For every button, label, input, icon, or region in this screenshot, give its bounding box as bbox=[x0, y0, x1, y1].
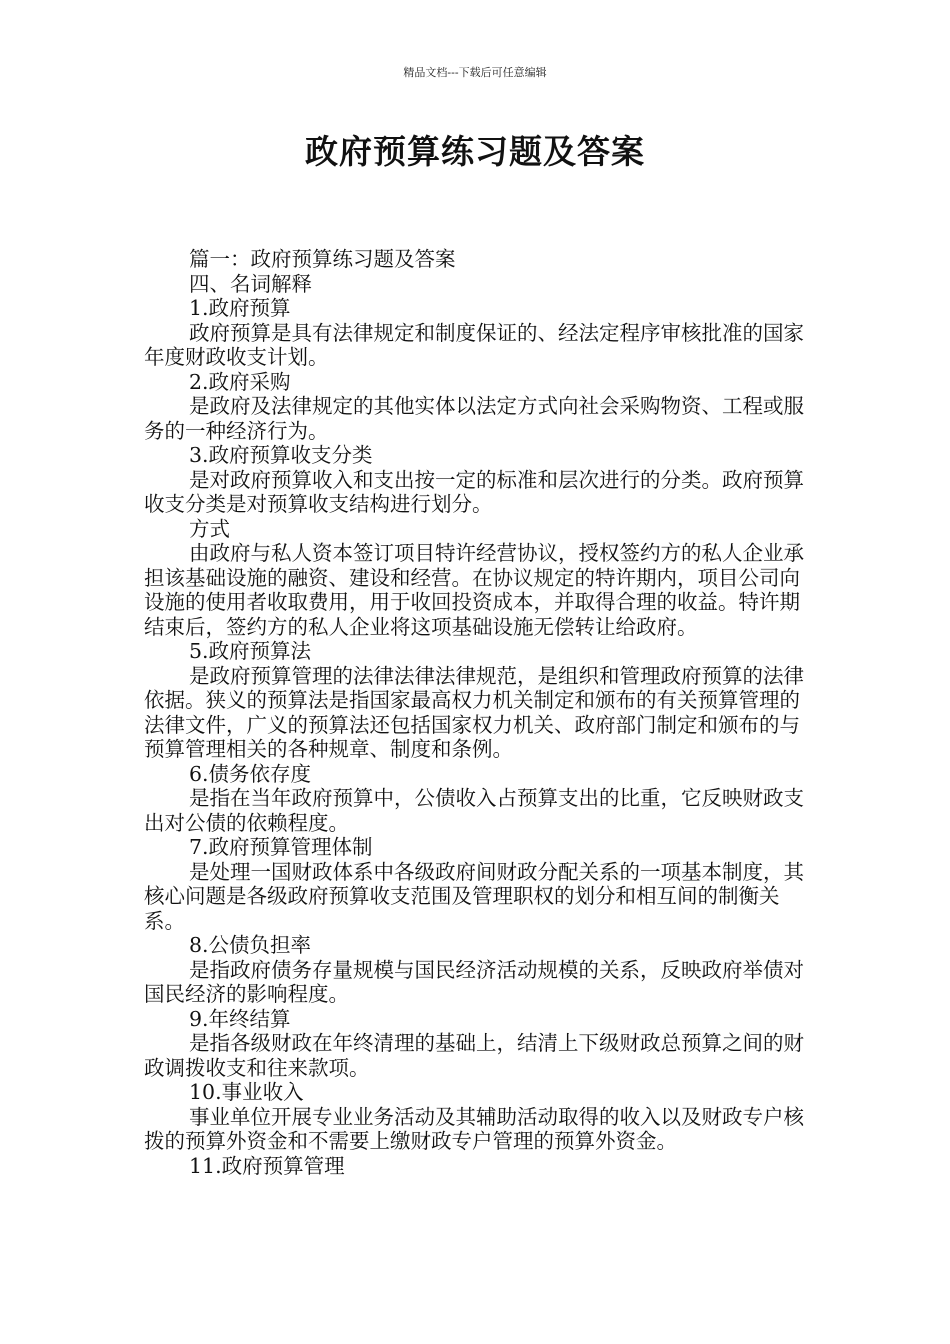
term-definition: 是政府及法律规定的其他实体以法定方式向社会采购物资、工程或服务的一种经济行为。 bbox=[144, 394, 804, 443]
term-title: 10.事业收入 bbox=[189, 1080, 304, 1104]
term-definition: 是政府预算管理的法律法律法律规范，是组织和管理政府预算的法律依据。狭义的预算法是指国家最高权力机关制定和颁布的有关预算管理的法律文件，广义的预算法还包括国家权力机关、政府部门制定和颁布的与预算管理相关的各种规章、制度和条例。 bbox=[144, 663, 804, 761]
page-header: 精品文档---下载后可任意编辑 bbox=[403, 66, 547, 79]
term-definition: 是对政府预算收入和支出按一定的标准和层次进行的分类。政府预算收支分类是对预算收支结构进行划分。 bbox=[144, 467, 804, 516]
term-definition: 是处理一国财政体系中各级政府间财政分配关系的一项基本制度，其核心问题是各级政府预算收支范围及管理职权的划分和相互间的制衡关系。 bbox=[144, 859, 804, 933]
term-definition: 政府预算是具有法律规定和制度保证的、经法定程序审核批准的国家年度财政收支计划。 bbox=[144, 320, 804, 369]
document-title: 政府预算练习题及答案 bbox=[305, 132, 645, 171]
section-heading: 篇一：政府预算练习题及答案 bbox=[189, 247, 456, 271]
term-title: 5.政府预算法 bbox=[189, 639, 312, 663]
term-definition: 是指在当年政府预算中，公债收入占预算支出的比重，它反映财政支出对公债的依赖程度。 bbox=[144, 786, 804, 835]
term-title: 7.政府预算管理体制 bbox=[189, 835, 373, 859]
term-title: 2.政府采购 bbox=[189, 369, 291, 394]
term-title: 9.年终结算 bbox=[189, 1006, 291, 1031]
term-title: 3.政府预算收支分类 bbox=[189, 443, 373, 467]
term-definition: 事业单位开展专业业务活动及其辅助活动取得的收入以及财政专户核拨的预算外资金和不需要上缴财政专户管理的预算外资金。 bbox=[144, 1104, 804, 1153]
term-title: 方式 bbox=[189, 516, 230, 541]
section-subheading: 四、名词解释 bbox=[189, 271, 312, 296]
document-body bbox=[144, 247, 808, 1178]
term-title: 1.政府预算 bbox=[189, 296, 291, 320]
term-title: 6.债务依存度 bbox=[189, 761, 312, 786]
term-title: 11.政府预算管理 bbox=[189, 1153, 345, 1178]
term-title: 8.公债负担率 bbox=[189, 933, 312, 957]
term-definition: 是指政府债务存量规模与国民经济活动规模的关系，反映政府举债对国民经济的影响程度。 bbox=[144, 957, 804, 1006]
term-definition: 是指各级财政在年终清理的基础上，结清上下级财政总预算之间的财政调拨收支和往来款项。 bbox=[144, 1031, 804, 1080]
term-definition: 由政府与私人资本签订项目特许经营协议，授权签约方的私人企业承担该基础设施的融资、建设和经营。在协议规定的特许期内，项目公司向设施的使用者收取费用，用于收回投资成本，并取得合理的收益。特许期结束后，签约方的私人企业将这项基础设施无偿转让给政府。 bbox=[144, 541, 804, 639]
